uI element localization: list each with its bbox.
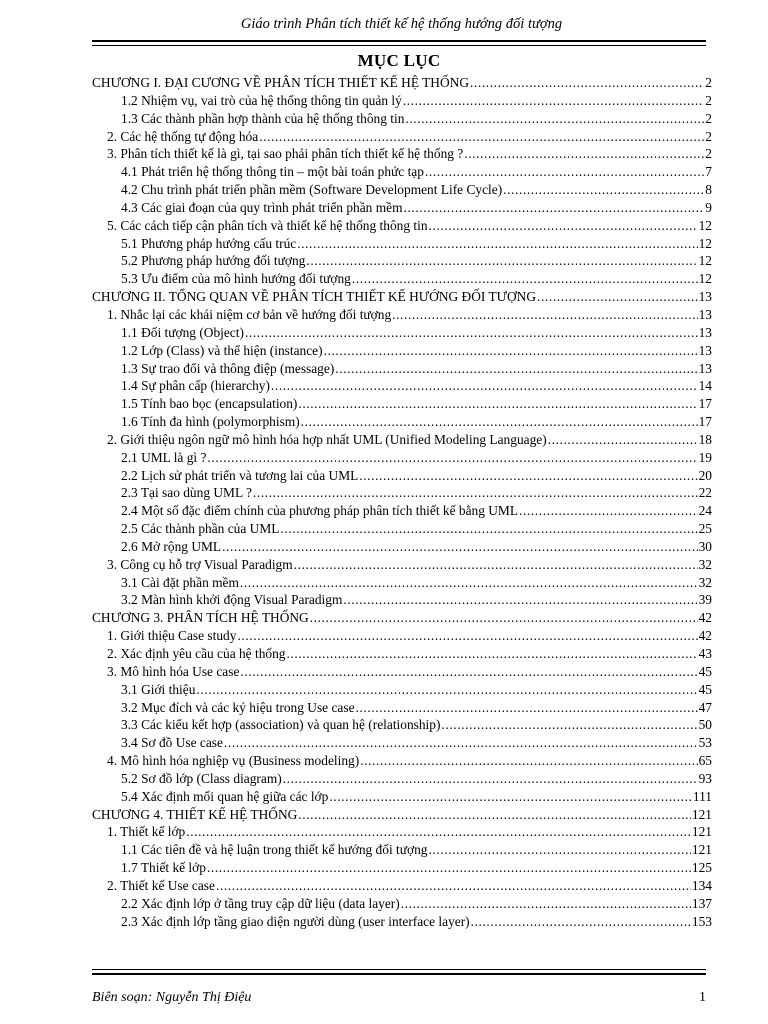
toc-entry-page: 13 <box>698 289 712 305</box>
toc-entry-label: 2.3 Tại sao dùng UML ? <box>121 485 252 501</box>
toc-entry-label: 1.1 Các tiên đề và hệ luận trong thiết kế hướng đối tượng <box>121 842 428 858</box>
footer-page-number: 1 <box>699 990 706 1005</box>
toc-entry[interactable] <box>92 520 712 538</box>
toc-leader-dots <box>253 484 698 502</box>
toc-leader-dots <box>441 716 697 734</box>
toc-entry[interactable] <box>92 467 712 485</box>
toc-entry-page: 53 <box>698 735 712 751</box>
toc-chapter-entry[interactable] <box>92 288 712 306</box>
toc-leader-dots <box>359 467 697 485</box>
toc-leader-dots <box>301 413 698 431</box>
toc-entry-label: 1. Giới thiệu Case study <box>107 628 237 644</box>
toc-entry[interactable] <box>92 895 712 913</box>
toc-entry-label: 2.1 UML là gì ? <box>121 449 207 465</box>
toc-entry[interactable] <box>92 199 712 217</box>
toc-entry-page: 17 <box>698 396 712 412</box>
toc-entry[interactable] <box>92 431 712 449</box>
toc-entry-page: 14 <box>698 378 712 394</box>
toc-entry-label: 4.2 Chu trình phát triển phần mềm (Software Development Life Cycle) <box>121 182 503 198</box>
toc-leader-dots <box>335 360 697 378</box>
toc-entry-label: CHƯƠNG I. ĐẠI CƯƠNG VỀ PHÂN TÍCH THIẾT KẾ HỆ THỐNG <box>92 75 469 90</box>
toc-entry[interactable] <box>92 413 712 431</box>
toc-leader-dots <box>297 235 697 253</box>
toc-entry-page: 9 <box>705 199 712 215</box>
toc-leader-dots <box>519 502 698 520</box>
toc-entry-label: 3.1 Giới thiệu <box>121 681 196 697</box>
toc-entry-page: 13 <box>698 324 712 340</box>
toc-entry-page: 2 <box>705 128 712 144</box>
toc-entry-page: 125 <box>691 860 712 876</box>
toc-entry[interactable] <box>92 342 712 360</box>
toc-entry-page: 18 <box>698 431 712 447</box>
toc-entry-label: 1.2 Lớp (Class) và thể hiện (instance) <box>121 342 323 358</box>
toc-leader-dots <box>405 110 704 128</box>
toc-entry[interactable] <box>92 913 712 931</box>
toc-entry-page: 17 <box>698 414 712 430</box>
toc-entry-label: 1.7 Thiết kế lớp <box>121 860 206 876</box>
toc-leader-dots <box>503 181 704 199</box>
toc-entry-label: 1.6 Tính đa hình (polymorphism) <box>121 414 300 430</box>
toc-entry-label: 4. Mô hình hóa nghiệp vụ (Business modeling) <box>107 753 360 769</box>
toc-leader-dots <box>404 199 705 217</box>
toc-entry-label: 1.2 Nhiệm vụ, vai trò của hệ thống thông tin quản lý <box>121 92 402 108</box>
toc-entry-label: 2. Xác định yêu cầu của hệ thống <box>107 646 286 661</box>
toc-entry-page: 65 <box>698 753 712 769</box>
toc-leader-dots <box>216 877 691 895</box>
toc-entry-label: 2.2 Lịch sử phát triển và tương lai của UML <box>121 467 359 483</box>
toc-leader-dots <box>352 270 698 288</box>
toc-leader-dots <box>245 324 698 342</box>
toc-entry-label: 1. Thiết kế lớp <box>107 824 186 840</box>
toc-entry-page: 45 <box>698 663 712 679</box>
toc-entry-page: 12 <box>698 271 712 287</box>
toc-leader-dots <box>356 699 698 717</box>
toc-entry[interactable] <box>92 395 712 413</box>
toc-entry-page: 12 <box>698 217 712 233</box>
toc-leader-dots <box>283 770 698 788</box>
toc-entry-label: 3.2 Mục đích và các ký hiệu trong Use case <box>121 699 355 715</box>
table-of-contents <box>92 74 712 931</box>
toc-entry-label: 3.1 Cài đặt phần mềm <box>121 574 239 590</box>
toc-entry-page: 13 <box>698 342 712 358</box>
toc-entry-label: 2.4 Một số đặc điểm chính của phương pháp phân tích thiết kế bằng UML <box>121 503 519 519</box>
toc-leader-dots <box>471 913 691 931</box>
toc-entry[interactable] <box>92 770 712 788</box>
toc-entry-label: 3.2 Màn hình khởi động Visual Paradigm <box>121 592 343 608</box>
toc-leader-dots <box>429 217 698 235</box>
toc-entry-label: 3. Mô hình hóa Use case <box>107 663 240 679</box>
toc-entry[interactable] <box>92 145 712 163</box>
toc-entry-label: 1.5 Tính bao bọc (encapsulation) <box>121 396 298 412</box>
toc-leader-dots <box>343 591 697 609</box>
toc-leader-dots <box>324 342 698 360</box>
toc-entry-label: 1.4 Sự phân cấp (hierarchy) <box>121 378 270 394</box>
toc-leader-dots <box>280 520 697 538</box>
toc-entry[interactable] <box>92 324 712 342</box>
toc-entry[interactable] <box>92 92 712 110</box>
toc-entry-label: 3.4 Sơ đồ Use case <box>121 735 223 751</box>
toc-entry-label: 2.6 Mở rộng UML <box>121 538 222 554</box>
toc-leader-dots <box>224 734 698 752</box>
toc-leader-dots <box>464 145 704 163</box>
toc-leader-dots <box>271 377 698 395</box>
toc-entry-label: 3. Công cụ hỗ trợ Visual Paradigm <box>107 556 293 572</box>
toc-leader-dots <box>294 556 698 574</box>
toc-entry[interactable] <box>92 377 712 395</box>
toc-entry-label: 5. Các cách tiếp cận phân tích và thiết kế hệ thống thông tin <box>107 217 428 233</box>
toc-leader-dots <box>548 431 698 449</box>
toc-leader-dots <box>310 609 698 627</box>
toc-entry-label: 2. Các hệ thống tự động hóa <box>107 128 259 144</box>
toc-entry[interactable] <box>92 306 712 324</box>
toc-entry[interactable] <box>92 734 712 752</box>
toc-entry-page: 134 <box>691 877 712 893</box>
toc-entry-label: 5.2 Sơ đồ lớp (Class diagram) <box>121 770 282 786</box>
toc-entry-page: 50 <box>698 717 712 733</box>
toc-entry-page: 2 <box>705 110 712 126</box>
toc-leader-dots <box>240 663 697 681</box>
toc-entry-label: 2.2 Xác định lớp ở tầng truy cập dữ liệu (data layer) <box>121 895 400 911</box>
toc-leader-dots <box>470 74 704 92</box>
toc-chapter-entry[interactable] <box>92 609 712 627</box>
toc-entry[interactable] <box>92 270 712 288</box>
toc-entry-page: 42 <box>698 610 712 626</box>
footer-rule <box>92 969 706 975</box>
toc-entry[interactable] <box>92 163 712 181</box>
toc-entry-page: 153 <box>691 913 712 929</box>
toc-entry-page: 19 <box>698 449 712 465</box>
toc-entry[interactable] <box>92 823 712 841</box>
toc-entry[interactable] <box>92 110 712 128</box>
toc-leader-dots <box>196 681 697 699</box>
toc-entry-label: 2.5 Các thành phần của UML <box>121 521 280 537</box>
toc-entry-page: 13 <box>698 306 712 322</box>
toc-leader-dots <box>428 841 690 859</box>
toc-entry[interactable] <box>92 752 712 770</box>
toc-entry-page: 22 <box>698 485 712 501</box>
toc-entry-page: 39 <box>698 592 712 608</box>
toc-entry-page: 42 <box>698 628 712 644</box>
toc-entry-label: 2. Thiết kế Use case <box>107 877 215 893</box>
toc-leader-dots <box>207 859 691 877</box>
toc-entry-label: 3.3 Các kiểu kết hợp (association) và quan hệ (relationship) <box>121 717 441 733</box>
toc-entry-label: 1.3 Các thành phần hợp thành của hệ thống thông tin <box>121 110 405 126</box>
toc-entry[interactable] <box>92 877 712 895</box>
toc-leader-dots <box>222 538 698 556</box>
toc-leader-dots <box>240 574 698 592</box>
toc-entry-page: 121 <box>691 806 712 822</box>
toc-entry-page: 7 <box>705 164 712 180</box>
toc-entry[interactable] <box>92 591 712 609</box>
toc-entry-page: 43 <box>698 646 712 661</box>
toc-entry-page: 2 <box>705 92 712 108</box>
toc-entry-label: CHƯƠNG II. TỔNG QUAN VỀ PHÂN TÍCH THIẾT KẾ HƯỚNG ĐỐI TƯỢNG <box>92 289 537 305</box>
toc-entry[interactable] <box>92 181 712 199</box>
toc-leader-dots <box>286 645 697 663</box>
toc-leader-dots <box>186 823 691 841</box>
toc-entry-page: 13 <box>698 360 712 376</box>
toc-entry-label: 1.3 Sự trao đổi và thông điệp (message) <box>121 360 335 376</box>
toc-entry-page: 32 <box>698 556 712 572</box>
footer-author: Biên soạn: Nguyễn Thị Điệu <box>92 990 252 1005</box>
toc-entry-label: 2.3 Xác định lớp tầng giao diện người dùng (user interface layer) <box>121 913 470 929</box>
toc-entry-label: 4.1 Phát triển hệ thống thông tin – một bài toán phức tạp <box>121 164 424 180</box>
toc-leader-dots <box>392 306 697 324</box>
toc-entry[interactable] <box>92 128 712 146</box>
toc-entry-page: 8 <box>705 182 712 198</box>
toc-entry-page: 93 <box>698 770 712 786</box>
toc-entry-page: 20 <box>698 467 712 483</box>
toc-chapter-entry[interactable] <box>92 806 712 824</box>
page-header: Giáo trình Phân tích thiết kế hệ thống hướng đối tượng <box>240 16 563 32</box>
toc-entry-label: 5.1 Phương pháp hướng cấu trúc <box>121 235 297 251</box>
toc-entry-label: 2. Giới thiệu ngôn ngữ mô hình hóa hợp nhất UML (Unified Modeling Language) <box>107 431 547 447</box>
toc-entry[interactable] <box>92 360 712 378</box>
toc-leader-dots <box>425 163 704 181</box>
toc-entry[interactable] <box>92 252 712 270</box>
toc-entry-page: 111 <box>692 788 712 804</box>
toc-entry-label: 4.3 Các giai đoạn của quy trình phát triển phần mềm <box>121 199 403 215</box>
toc-leader-dots <box>537 288 698 306</box>
toc-entry-page: 121 <box>691 842 712 858</box>
header-rule <box>92 40 706 46</box>
toc-entry[interactable] <box>92 627 712 645</box>
toc-entry-page: 137 <box>691 895 712 911</box>
toc-entry-page: 45 <box>698 681 712 697</box>
toc-entry-page: 2 <box>705 75 712 90</box>
toc-chapter-entry[interactable] <box>92 74 712 92</box>
toc-entry-page: 12 <box>698 253 712 269</box>
toc-entry[interactable] <box>92 574 712 592</box>
toc-title: MỤC LỤC <box>357 51 441 70</box>
toc-leader-dots <box>207 449 697 467</box>
toc-entry-page: 32 <box>698 574 712 590</box>
toc-entry[interactable] <box>92 217 712 235</box>
toc-entry[interactable] <box>92 538 712 556</box>
toc-entry-label: 3. Phân tích thiết kế là gì, tại sao phải phân tích thiết kế hệ thống ? <box>107 146 464 162</box>
toc-entry-page: 24 <box>698 503 712 519</box>
toc-entry-label: 5.2 Phương pháp hướng đối tượng <box>121 253 306 269</box>
toc-leader-dots <box>401 895 691 913</box>
toc-entry-page: 47 <box>698 699 712 715</box>
toc-leader-dots <box>329 788 692 806</box>
toc-entry[interactable] <box>92 663 712 681</box>
toc-leader-dots <box>298 395 697 413</box>
toc-entry[interactable] <box>92 699 712 717</box>
toc-entry-page: 2 <box>705 146 712 162</box>
toc-leader-dots <box>360 752 697 770</box>
toc-leader-dots <box>298 806 691 824</box>
toc-entry[interactable] <box>92 449 712 467</box>
toc-entry-page: 25 <box>698 521 712 537</box>
toc-entry[interactable] <box>92 841 712 859</box>
toc-entry-page: 30 <box>698 538 712 554</box>
toc-entry-label: 5.3 Ưu điểm của mô hình hướng đối tượng <box>121 271 351 287</box>
toc-entry[interactable] <box>92 681 712 699</box>
toc-entry[interactable] <box>92 484 712 502</box>
toc-entry[interactable] <box>92 235 712 253</box>
toc-leader-dots <box>237 627 697 645</box>
toc-entry[interactable] <box>92 645 712 663</box>
toc-entry-label: CHƯƠNG 3. PHÂN TÍCH HỆ THỐNG <box>92 610 309 626</box>
toc-leader-dots <box>259 128 704 146</box>
toc-entry[interactable] <box>92 502 712 520</box>
toc-entry-label: 1. Nhắc lại các khái niệm cơ bản về hướng đối tượng <box>107 306 392 322</box>
toc-entry[interactable] <box>92 556 712 574</box>
page-footer <box>92 990 706 1006</box>
toc-entry[interactable] <box>92 788 712 806</box>
toc-entry[interactable] <box>92 859 712 877</box>
toc-entry-page: 121 <box>691 824 712 840</box>
toc-entry-label: CHƯƠNG 4. THIẾT KẾ HỆ THỐNG <box>92 806 298 822</box>
toc-entry-label: 5.4 Xác định mối quan hệ giữa các lớp <box>121 788 329 804</box>
toc-leader-dots <box>403 92 705 110</box>
toc-entry-label: 1.1 Đối tượng (Object) <box>121 324 244 340</box>
toc-leader-dots <box>306 252 697 270</box>
toc-entry[interactable] <box>92 716 712 734</box>
toc-entry-page: 12 <box>698 235 712 251</box>
